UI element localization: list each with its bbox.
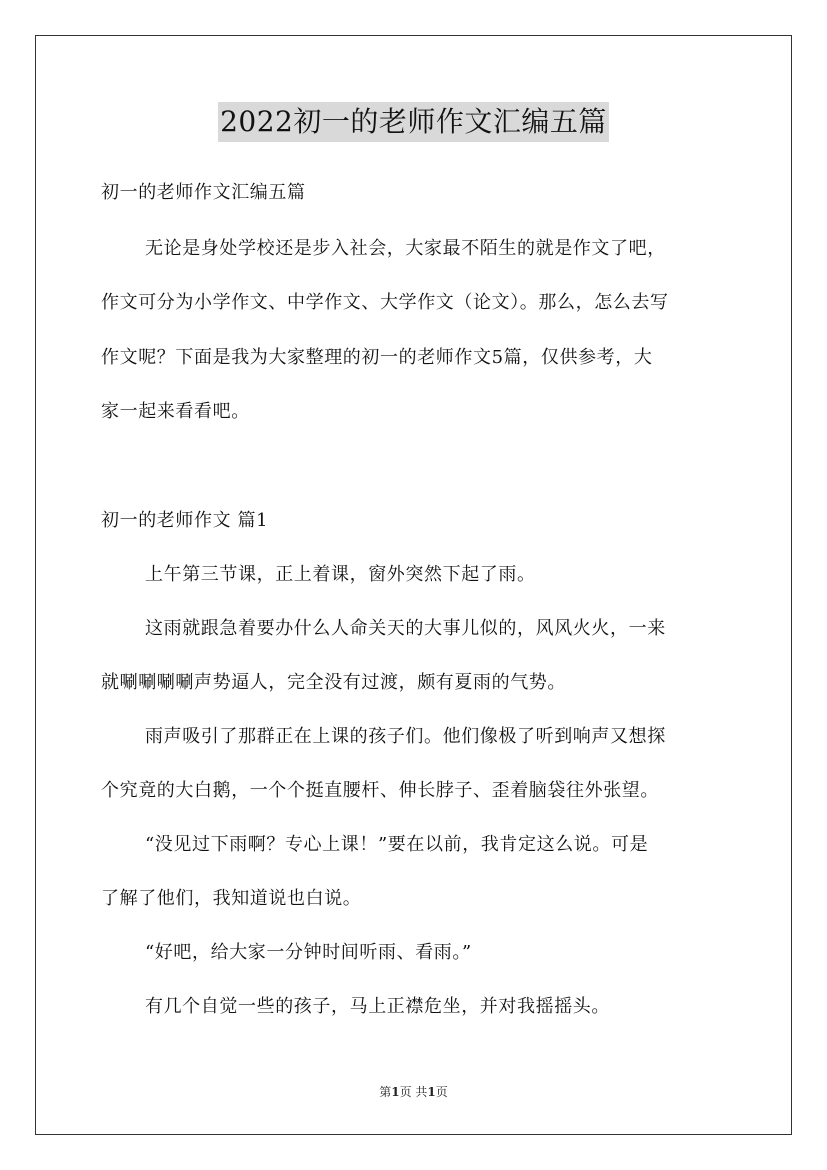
intro-line-2: 作文可分为小学作文、中学作文、大学作文（论文）。那么，怎么去写 (101, 292, 669, 313)
section-heading: 初一的老师作文 篇1 (101, 510, 269, 531)
body-line-1: 上午第三节课，正上着课，窗外突然下起了雨。 (145, 564, 536, 585)
body-line-9: 有几个自觉一些的孩子，马上正襟危坐，并对我摇摇头。 (145, 996, 610, 1017)
document-title: 2022初一的老师作文汇编五篇 (218, 102, 609, 142)
intro-line-3: 作文呢？下面是我为大家整理的初一的老师作文5篇，仅供参考，大 (101, 347, 653, 368)
body-line-2: 这雨就跟急着要办什么人命关天的大事儿似的，风风火火，一来 (145, 618, 666, 639)
footer-page-mid: 页 共 (399, 1085, 428, 1099)
document-subtitle: 初一的老师作文汇编五篇 (101, 182, 306, 203)
body-line-8: “好吧，给大家一分钟时间听雨、看雨。” (145, 942, 472, 963)
body-line-3: 就唰唰唰唰声势逼人，完全没有过渡，颇有夏雨的气势。 (101, 672, 566, 693)
intro-line-1: 无论是身处学校还是步入社会，大家最不陌生的就是作文了吧， (145, 238, 666, 259)
body-line-4: 雨声吸引了那群正在上课的孩子们。他们像极了听到响声又想探 (145, 726, 666, 747)
footer-page-suffix: 页 (435, 1085, 448, 1099)
page-footer (0, 1083, 827, 1101)
body-line-5: 个究竟的大白鹅，一个个挺直腰杆、伸长脖子、歪着脑袋往外张望。 (101, 780, 659, 801)
body-line-6: “没见过下雨啊？专心上课！”要在以前，我肯定这么说。可是 (145, 834, 649, 855)
footer-page-prefix: 第 (379, 1085, 392, 1099)
body-line-7: 了解了他们，我知道说也白说。 (101, 888, 362, 909)
footer-page-current: 1 (391, 1085, 400, 1099)
intro-line-4: 家一起来看看吧。 (101, 401, 250, 422)
title-container (0, 102, 827, 142)
footer-page-total: 1 (427, 1085, 436, 1099)
